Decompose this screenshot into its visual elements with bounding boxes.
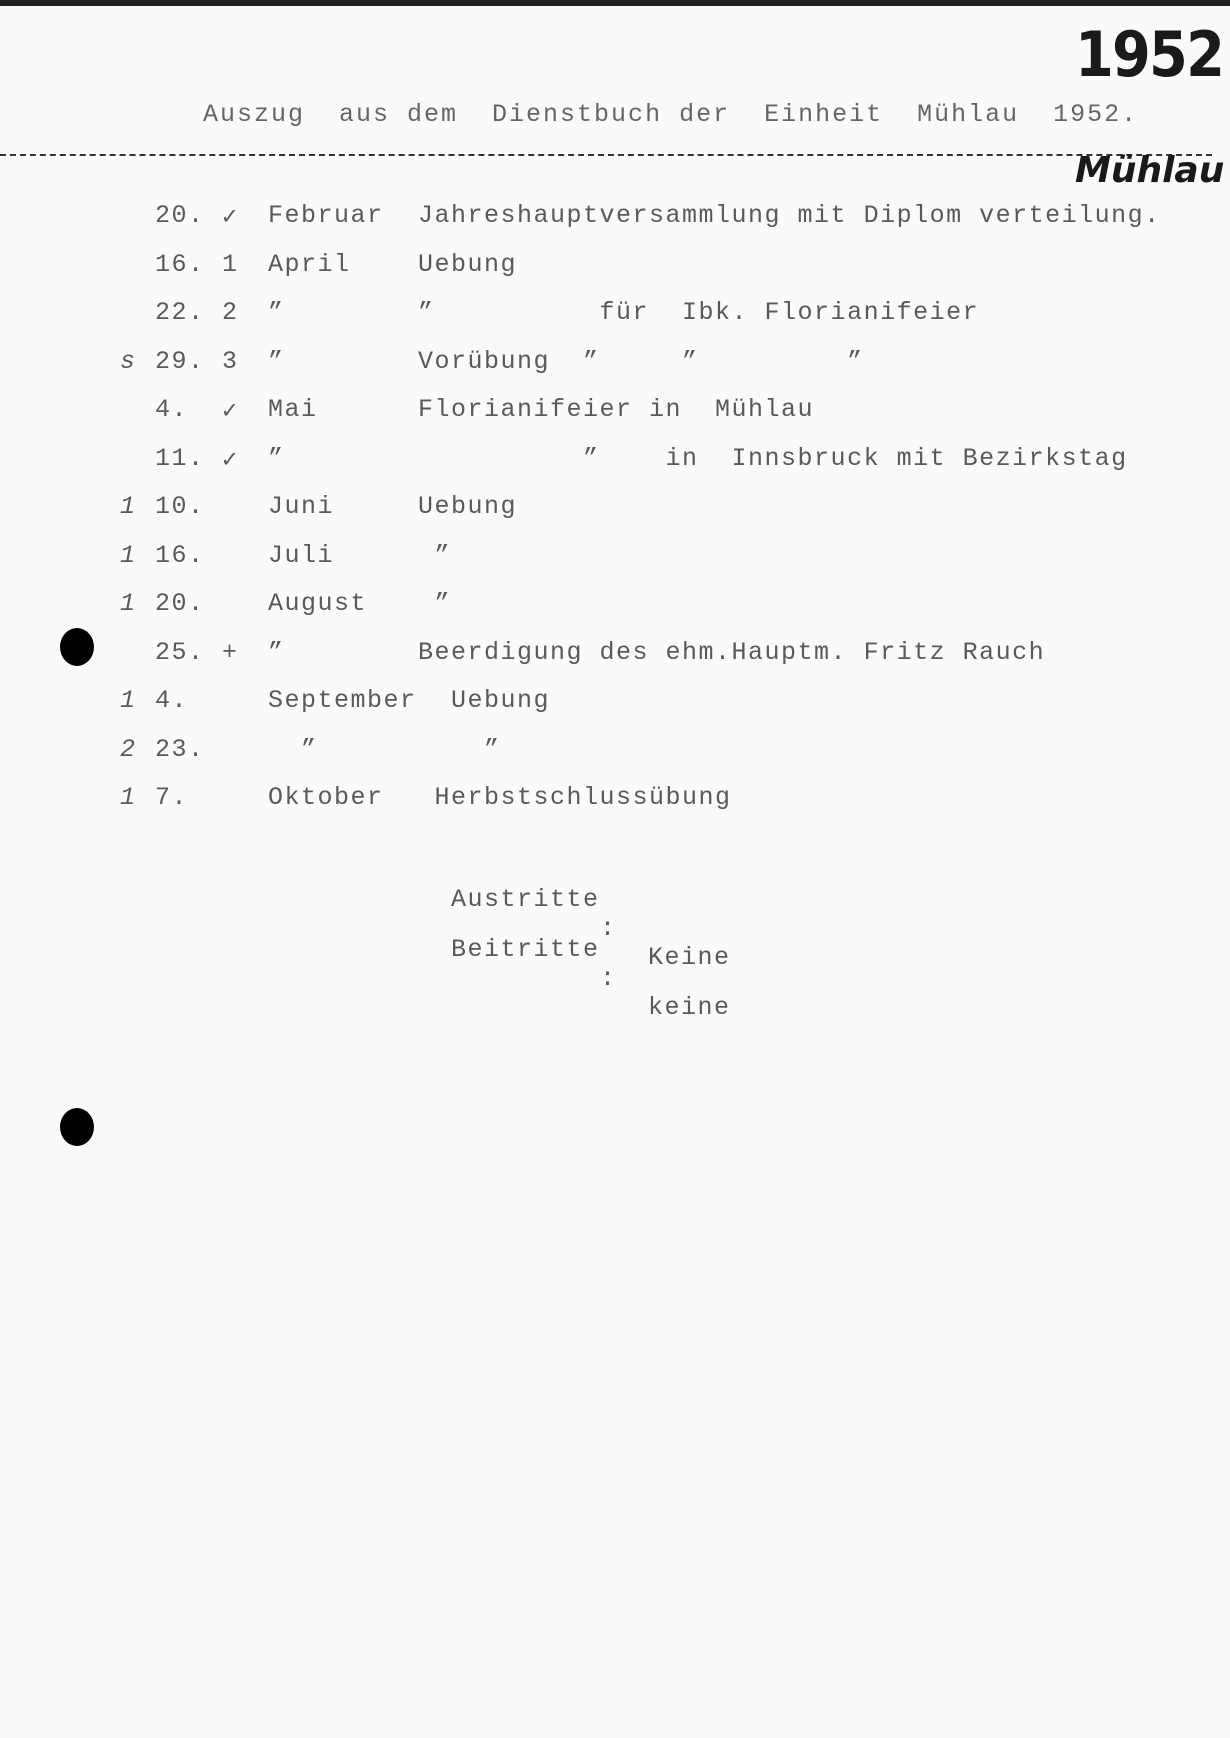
entry-month: September: [268, 686, 417, 715]
document-title: Auszug aus dem Dienstbuch der Einheit Mühlau 1952.: [203, 100, 1139, 129]
place-stamp: Mühlau: [1075, 150, 1225, 191]
check-mark-icon: 1: [222, 249, 239, 279]
entry-day: 10.: [155, 492, 205, 521]
entry-day: 4.: [155, 686, 189, 715]
entry-day: 16.: [155, 540, 205, 570]
log-entry-row: [0, 492, 1230, 526]
margin-mark: 1: [120, 686, 137, 715]
margin-mark: 1: [120, 540, 137, 570]
log-entry-row: [0, 589, 1230, 623]
entry-month: ”: [268, 637, 285, 667]
summary-value: keine: [648, 993, 731, 1022]
entry-event: Uebung: [418, 686, 551, 715]
entry-month: April: [268, 249, 351, 279]
summary-value: Keine: [648, 943, 731, 972]
entry-day: 22.: [155, 298, 205, 327]
entry-event: ” für Ibk. Florianifeier: [418, 298, 980, 327]
log-entry-row: [0, 250, 1230, 284]
log-entry-row: [0, 735, 1230, 769]
margin-mark: 1: [120, 589, 137, 618]
log-entry-row: [0, 298, 1230, 332]
margin-mark: s: [120, 346, 137, 376]
entry-event: Jahreshauptversammlung mit Diplom verteilung.: [418, 201, 1161, 230]
check-mark-icon: 2: [222, 298, 239, 327]
entry-day: 29.: [155, 346, 205, 376]
summary-label: Austritte: [451, 885, 600, 914]
page-top-edge: [0, 0, 1230, 6]
entry-day: 7.: [155, 783, 189, 812]
entry-event: ” in Innsbruck mit Bezirkstag: [418, 443, 1128, 473]
entry-event: Uebung: [418, 249, 518, 279]
margin-mark: 2: [120, 734, 137, 764]
log-entry-row: [0, 347, 1230, 381]
entry-day: 4.: [155, 395, 189, 424]
entry-event: Vorübung ” ” ”: [418, 346, 864, 376]
entry-day: 16.: [155, 249, 205, 279]
entry-event: Uebung: [418, 492, 518, 521]
header-divider: [0, 154, 1212, 156]
check-mark-icon: ✓: [222, 397, 239, 426]
punch-hole-icon: [60, 1108, 94, 1146]
check-mark-icon: 3: [222, 346, 239, 376]
log-entry-row: [0, 686, 1230, 720]
summary-row-beitritte: [418, 906, 731, 1022]
entry-month: Juli: [268, 540, 335, 570]
entry-event: ”: [418, 540, 452, 570]
entry-month: ”: [268, 734, 318, 764]
entry-month: ”: [268, 298, 285, 327]
check-mark-icon: +: [222, 637, 239, 667]
summary-label: Beitritte: [451, 935, 600, 964]
entry-day: 25.: [155, 637, 205, 667]
entry-month: ”: [268, 443, 285, 473]
check-mark-icon: ✓: [222, 445, 239, 475]
entry-month: Juni: [268, 492, 335, 521]
entry-event: Florianifeier in Mühlau: [418, 395, 815, 424]
entry-month: Oktober: [268, 783, 384, 812]
entry-day: 23.: [155, 734, 205, 764]
log-entry-row: [0, 395, 1230, 429]
entry-month: August: [268, 589, 368, 618]
entry-day: 20.: [155, 589, 205, 618]
entry-event: Beerdigung des ehm.Hauptm. Fritz Rauch: [418, 637, 1046, 667]
entry-month: ”: [268, 346, 285, 376]
log-entry-row: [0, 541, 1230, 575]
entry-event: ”: [418, 734, 501, 764]
summary-separator: :: [600, 964, 617, 993]
entry-month: Februar: [268, 201, 384, 230]
log-entry-row: [0, 444, 1230, 478]
entry-day: 20.: [155, 201, 205, 230]
summary-separator: :: [600, 914, 617, 943]
log-entry-row: [0, 638, 1230, 672]
entry-event: Herbstschlussübung: [418, 783, 732, 812]
year-stamp: 1952: [1075, 18, 1224, 91]
log-entry-row: [0, 783, 1230, 817]
check-mark-icon: ✓: [222, 203, 239, 232]
log-entry-row: [0, 201, 1230, 235]
entry-month: Mai: [268, 395, 318, 424]
margin-mark: 1: [120, 783, 137, 812]
entry-day: 11.: [155, 443, 205, 473]
entry-event: ”: [418, 589, 452, 618]
margin-mark: 1: [120, 492, 137, 521]
